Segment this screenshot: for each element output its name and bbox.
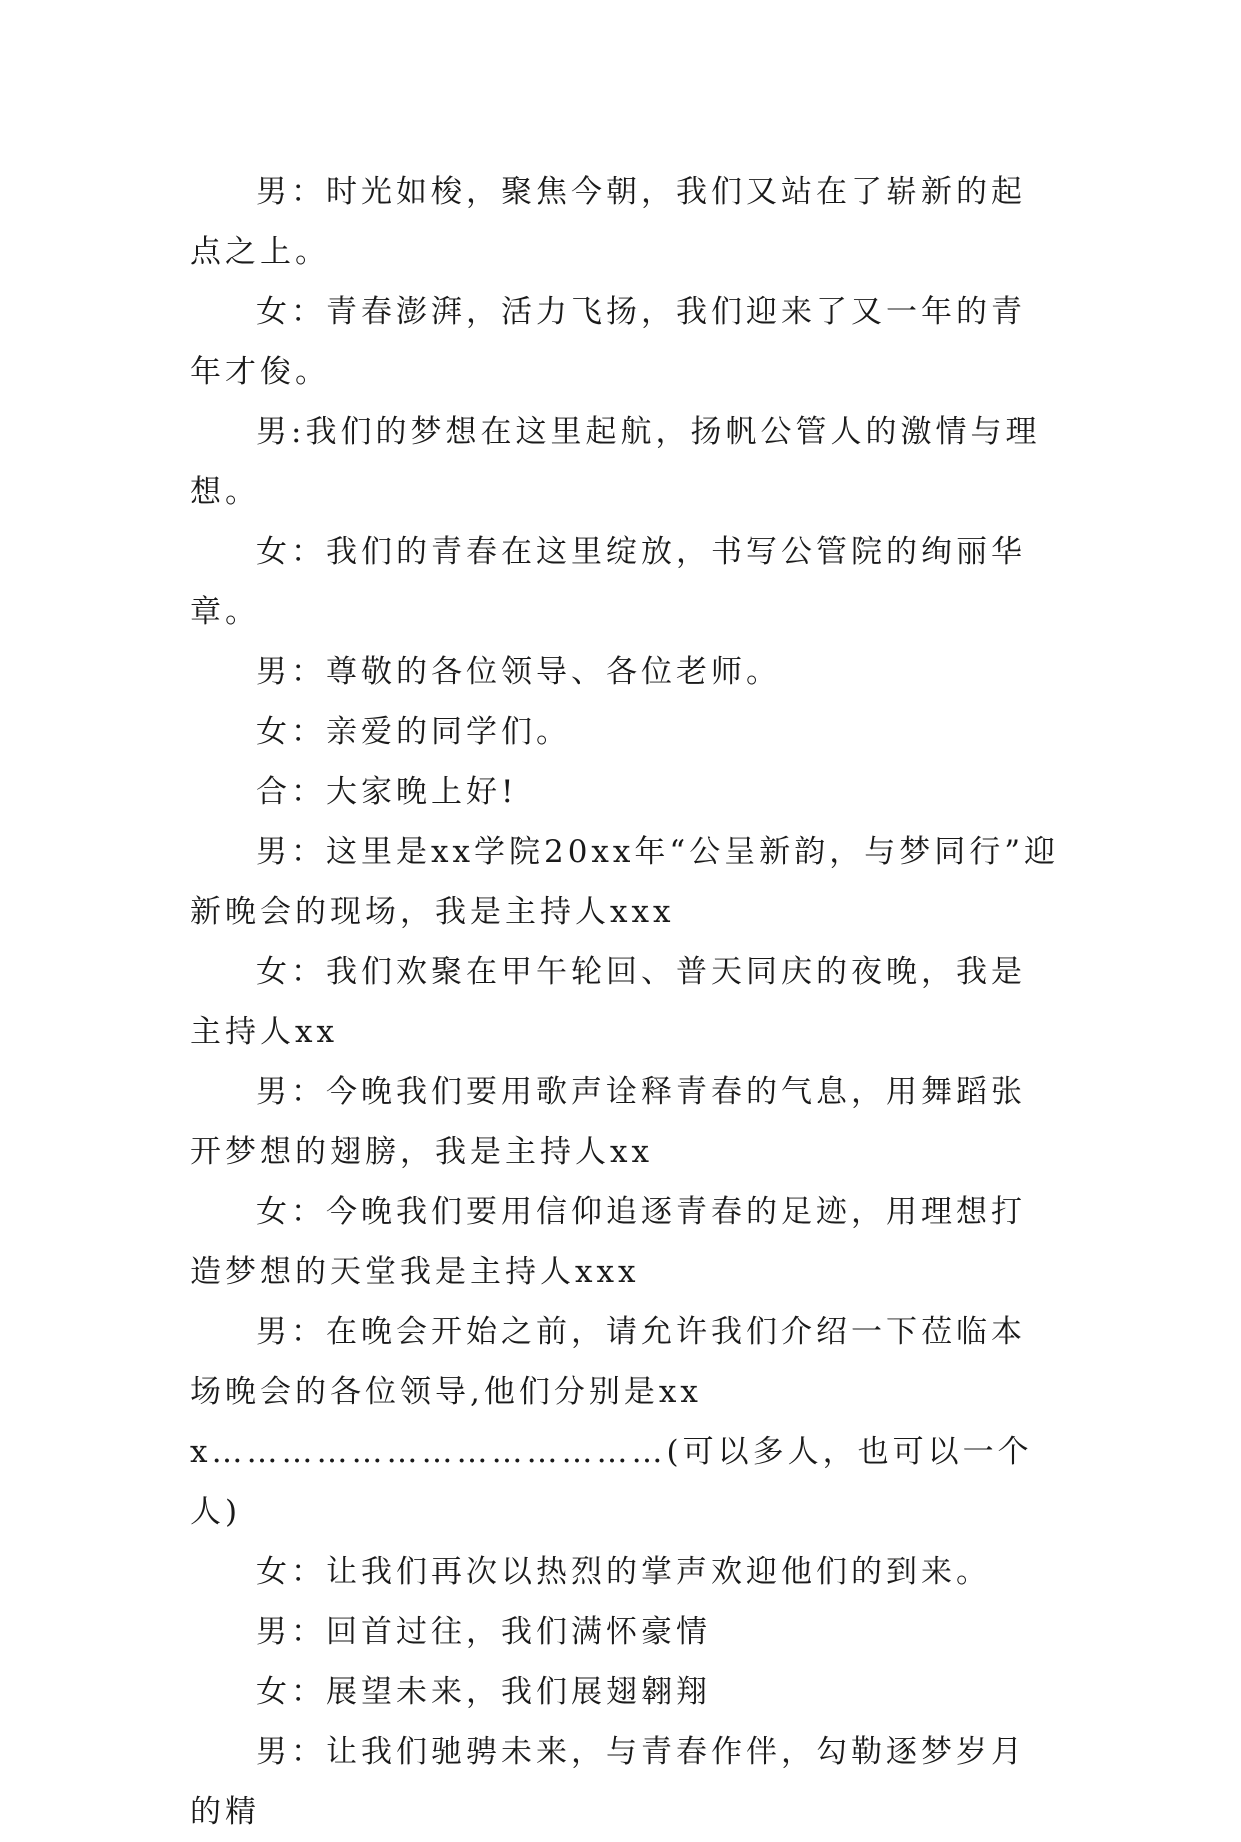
document-body	[190, 162, 1060, 1842]
paragraph: 男：这里是xx学院20xx年“公呈新韵，与梦同行”迎新晚会的现场，我是主持人xxx	[190, 834, 1060, 930]
paragraph: 男：时光如梭，聚焦今朝，我们又站在了崭新的起点之上。	[190, 174, 1026, 270]
paragraph: 女：让我们再次以热烈的掌声欢迎他们的到来。	[256, 1554, 991, 1590]
paragraph: 合：大家晚上好!	[256, 774, 518, 810]
paragraph: 女：青春澎湃，活力飞扬，我们迎来了又一年的青年才俊。	[190, 294, 1026, 390]
paragraph: 男:我们的梦想在这里起航，扬帆公管人的激情与理想。	[190, 414, 1041, 510]
paragraph: 男：在晚会开始之前，请允许我们介绍一下莅临本场晚会的各位领导,他们分别是xxx…………………………………(可以多人，也可以一个人)	[190, 1314, 1033, 1530]
paragraph: 女：展望未来，我们展翅翱翔	[256, 1674, 711, 1710]
paragraph: 女：我们的青春在这里绽放，书写公管院的绚丽华章。	[190, 534, 1026, 630]
paragraph: 男：让我们驰骋未来，与青春作伴，勾勒逐梦岁月的精	[190, 1734, 1026, 1830]
paragraph: 女：我们欢聚在甲午轮回、普天同庆的夜晚，我是主持人xx	[190, 954, 1026, 1050]
paragraph: 男：回首过往，我们满怀豪情	[256, 1614, 711, 1650]
paragraph: 男：今晚我们要用歌声诠释青春的气息，用舞蹈张开梦想的翅膀，我是主持人xx	[190, 1074, 1026, 1170]
paragraph: 女：今晚我们要用信仰追逐青春的足迹，用理想打造梦想的天堂我是主持人xxx	[190, 1194, 1026, 1290]
paragraph: 女：亲爱的同学们。	[256, 714, 571, 750]
paragraph: 男：尊敬的各位领导、各位老师。	[256, 654, 781, 690]
